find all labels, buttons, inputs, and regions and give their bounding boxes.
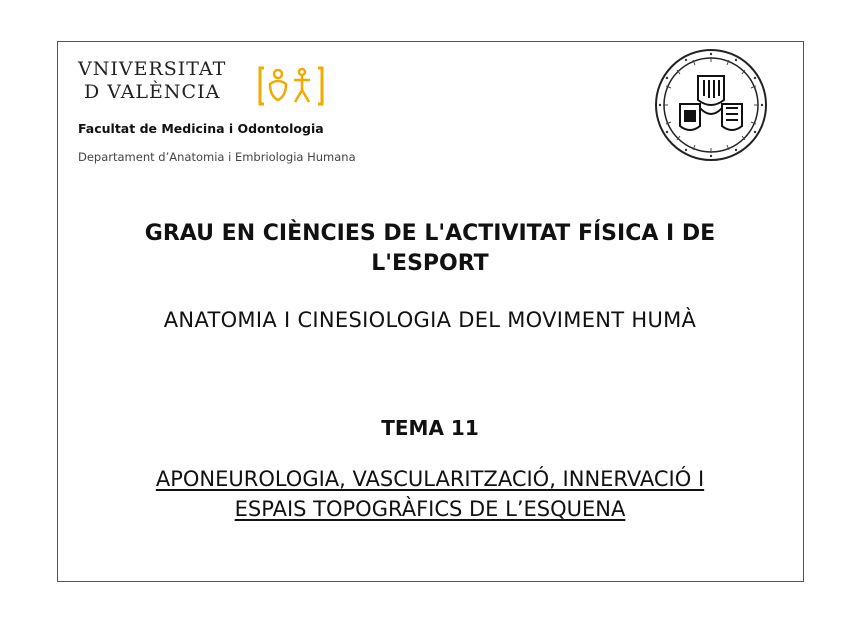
topic-title-line2: ESPAIS TOPOGRÀFICS DE L’ESQUENA [234,497,626,521]
course-title: ANATOMIA I CINESIOLOGIA DEL MOVIMENT HUMÀ [163,308,697,332]
topic-title [90,464,770,524]
university-name-line2: D VALÈNCIA [84,81,221,103]
faculty-name: Facultat de Medicina i Odontologia [78,121,324,136]
university-name-line1: VNIVERSITAT [78,58,227,80]
university-glyphs-icon [258,64,324,108]
topic-label: TEMA 11 [381,416,479,440]
department-name: Departament d’Anatomia i Embriologia Humana [78,150,356,164]
degree-title-line2: L'ESPORT [371,251,489,276]
degree-title [90,219,770,279]
degree-title-line1: GRAU EN CIÈNCIES DE L'ACTIVITAT FÍSICA I DE [144,221,716,246]
university-seal-icon [654,48,768,162]
topic-title-line1: APONEUROLOGIA, VASCULARITZACIÓ, INNERVACIÓ I [155,467,705,491]
